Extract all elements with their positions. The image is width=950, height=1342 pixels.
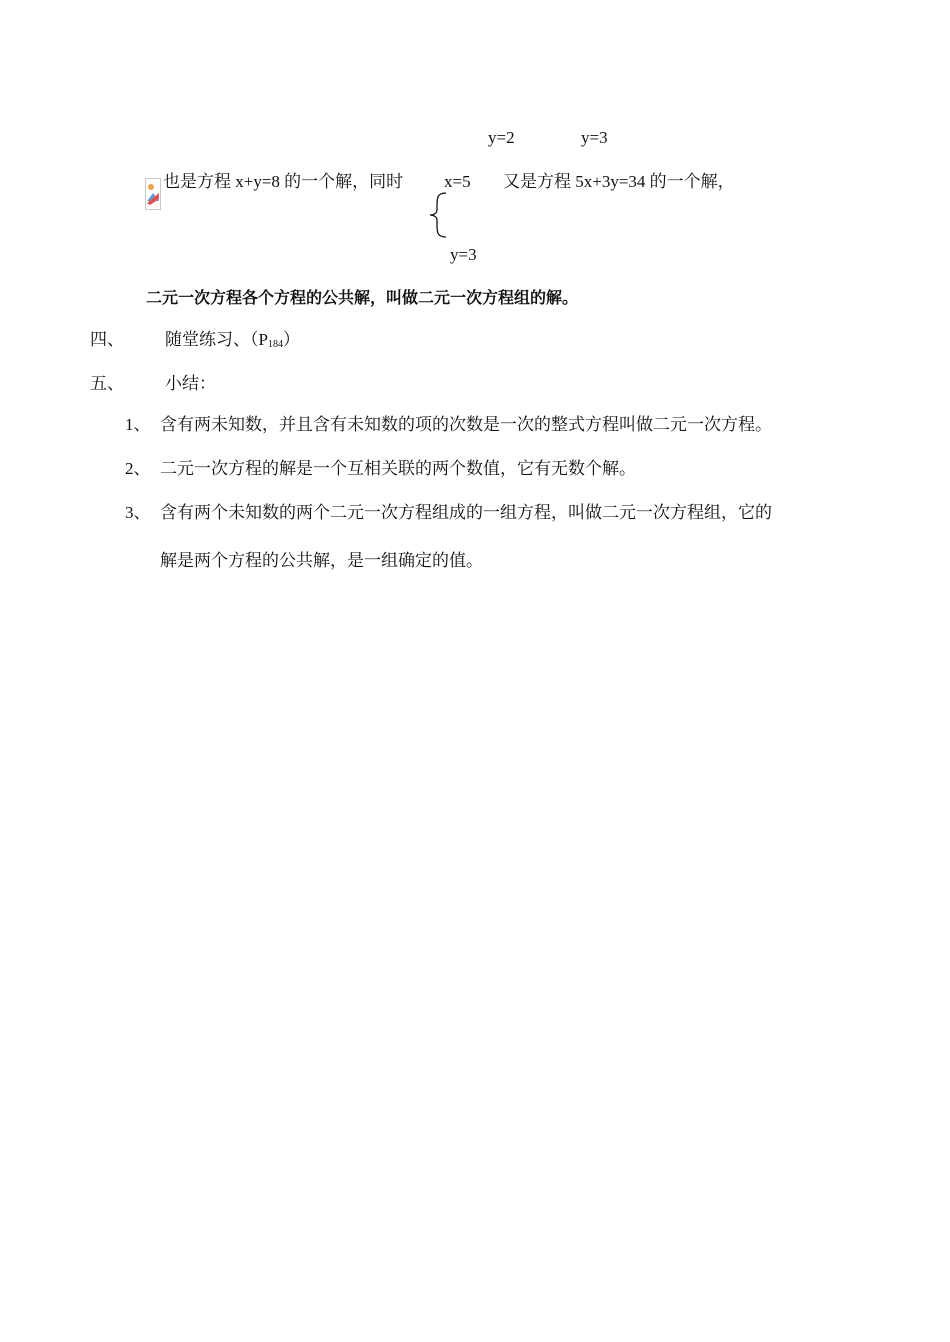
section-4-label: [165, 330, 300, 355]
summary-item-1-text: 含有两未知数，并且含有未知数的项的次数是一次的整式方程叫做二元一次方程。: [160, 415, 772, 434]
summary-item-1-num: 1、: [125, 415, 151, 434]
equation-line-part1: 也是方程 x+y=8 的一个解，同时: [163, 172, 404, 191]
equation-line-part2: 又是方程 5x+3y=34 的一个解，: [503, 172, 735, 191]
section-4-label-text: 随堂练习、（P: [165, 330, 268, 349]
equation-y-2: y=2: [488, 128, 515, 147]
definition-text: 二元一次方程各个方程的公共解，叫做二元一次方程组的解。: [146, 288, 579, 307]
broken-image-icon: [145, 178, 161, 210]
summary-item-3-num: 3、: [125, 503, 151, 522]
page-ref-sub: 184: [267, 339, 283, 350]
summary-item-3-text: 含有两个未知数的两个二元一次方程组成的一组方程，叫做二元一次方程组，它的: [160, 503, 772, 522]
summary-item-3-text-cont: 解是两个方程的公共解，是一组确定的值。: [160, 551, 483, 570]
section-5-number: 五、: [90, 374, 124, 393]
equation-y-3-bottom: y=3: [450, 245, 477, 264]
section-4-close: ）: [282, 330, 300, 349]
summary-item-2-num: 2、: [125, 459, 151, 478]
equation-y-3-top: y=3: [581, 128, 608, 147]
summary-item-2-text: 二元一次方程的解是一个互相关联的两个数值，它有无数个解。: [160, 459, 636, 478]
section-4-number: 四、: [90, 330, 124, 349]
left-brace-icon: [428, 192, 448, 238]
section-5-label: 小结：: [165, 374, 216, 393]
equation-x-5: x=5: [444, 172, 471, 191]
